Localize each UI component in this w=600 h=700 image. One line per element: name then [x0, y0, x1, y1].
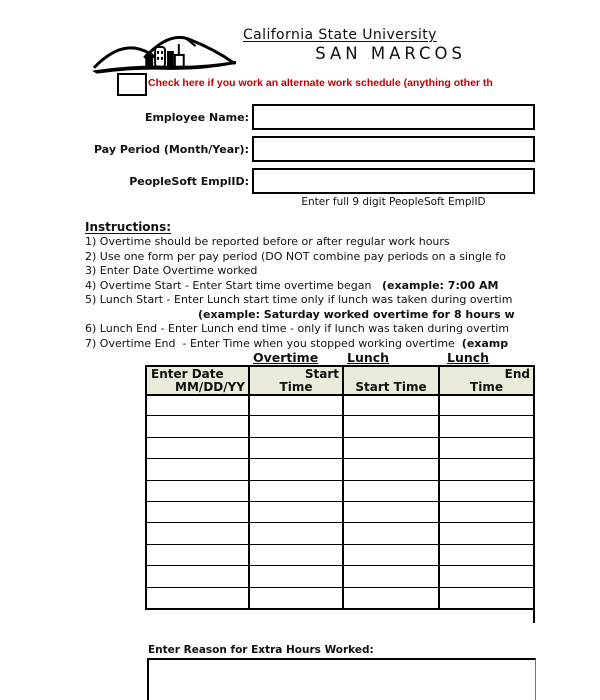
instruction-line: 3) Enter Date Overtime worked	[85, 264, 258, 277]
table-cell[interactable]	[147, 566, 250, 586]
emplid-label: PeopleSoft EmplID:	[129, 175, 249, 188]
instructions-heading: Instructions:	[85, 220, 172, 234]
instruction-line: (example: Saturday worked overtime for 8 hours w	[198, 307, 515, 321]
table-cell[interactable]	[344, 396, 440, 415]
instruction-line: 1) Overtime should be reported before or after regular work hours	[85, 235, 450, 248]
table-row	[147, 415, 533, 436]
column-header-lunch-start: Start Time	[344, 367, 440, 394]
group-label-lunch-end: Lunch	[447, 350, 490, 365]
table-row	[147, 437, 533, 458]
table-row	[147, 501, 533, 522]
table-cell[interactable]	[147, 438, 250, 458]
table-cell[interactable]	[147, 502, 250, 522]
logo-buildings	[145, 44, 183, 67]
table-cell[interactable]	[440, 438, 533, 458]
pay-period-input[interactable]	[252, 136, 535, 162]
table-cell[interactable]	[440, 416, 533, 436]
table-cell[interactable]	[344, 502, 440, 522]
table-cell[interactable]	[440, 459, 533, 479]
table-cell[interactable]	[250, 523, 344, 543]
university-name: California State University	[243, 27, 437, 43]
table-cell[interactable]	[344, 438, 440, 458]
emplid-hint: Enter full 9 digit PeopleSoft EmplID	[301, 196, 486, 208]
table-cell[interactable]	[250, 416, 344, 436]
column-header-lunch-end: End Time	[470, 367, 530, 394]
instruction-line: 2) Use one form per pay period (DO NOT combine pay periods on a single fo	[85, 249, 506, 263]
table-cell[interactable]	[250, 566, 344, 586]
employee-name-input[interactable]	[252, 104, 535, 130]
campus-name: SAN MARCOS	[315, 44, 466, 63]
table-cell[interactable]	[344, 416, 440, 436]
table-cell[interactable]	[147, 396, 250, 415]
instruction-line: 4) Overtime Start - Enter Start time overtime began (example: 7:00 AM	[85, 278, 499, 292]
table-row	[147, 480, 533, 501]
table-cell[interactable]	[250, 481, 344, 501]
table-cell[interactable]	[250, 588, 344, 608]
employee-name-label: Employee Name:	[144, 111, 249, 124]
table-right-border-extension	[533, 610, 535, 623]
table-cell[interactable]	[147, 545, 250, 565]
table-cell[interactable]	[440, 566, 533, 586]
table-cell[interactable]	[250, 438, 344, 458]
table-cell[interactable]	[147, 416, 250, 436]
table-cell[interactable]	[250, 545, 344, 565]
table-cell[interactable]	[250, 502, 344, 522]
pay-period-label: Pay Period (Month/Year):	[94, 143, 249, 156]
table-row	[147, 522, 533, 543]
table-cell[interactable]	[344, 459, 440, 479]
csusm-logo	[90, 24, 238, 76]
instruction-line: 7) Overtime End - Enter Time when you stopped working overtime (examp	[85, 336, 509, 350]
table-row	[147, 587, 533, 608]
table-cell[interactable]	[440, 523, 533, 543]
table-cell[interactable]	[147, 481, 250, 501]
table-cell[interactable]	[440, 545, 533, 565]
table-cell[interactable]	[147, 588, 250, 608]
university-wordmark	[243, 27, 467, 63]
table-cell[interactable]	[344, 588, 440, 608]
group-label-lunch-start: Lunch	[347, 350, 390, 365]
column-header-date: Enter Date MM/DD/YY	[147, 367, 250, 394]
table-cell[interactable]	[344, 481, 440, 501]
table-cell[interactable]	[440, 481, 533, 501]
table-cell[interactable]	[147, 523, 250, 543]
group-label-overtime: Overtime	[253, 350, 319, 365]
instruction-line: 6) Lunch End - Enter Lunch end time - only if lunch was taken during overtim	[85, 322, 510, 335]
table-cell[interactable]	[147, 459, 250, 479]
table-cell[interactable]	[344, 523, 440, 543]
table-cell[interactable]	[440, 502, 533, 522]
table-row	[147, 394, 533, 415]
alternate-schedule-checkbox[interactable]	[117, 73, 147, 96]
overtime-table-body	[147, 394, 533, 608]
overtime-table-header	[147, 367, 533, 394]
table-cell[interactable]	[344, 566, 440, 586]
instruction-line: 5) Lunch Start - Enter Lunch start time only if lunch was taken during overtim	[85, 293, 513, 306]
table-row	[147, 458, 533, 479]
table-row	[147, 565, 533, 586]
reason-label: Enter Reason for Extra Hours Worked:	[148, 644, 374, 656]
table-cell[interactable]	[250, 396, 344, 415]
table-cell[interactable]	[250, 459, 344, 479]
table-cell[interactable]	[344, 545, 440, 565]
table-cell[interactable]	[440, 588, 533, 608]
instructions-list	[85, 235, 545, 353]
overtime-table	[145, 365, 535, 610]
reason-input[interactable]	[147, 658, 536, 700]
table-cell[interactable]	[440, 396, 533, 415]
alternate-schedule-label: Check here if you work an alternate work schedule (anything other th	[148, 77, 493, 89]
column-header-overtime-start: Start Time	[250, 367, 344, 394]
table-row	[147, 544, 533, 565]
emplid-input[interactable]	[252, 168, 535, 194]
